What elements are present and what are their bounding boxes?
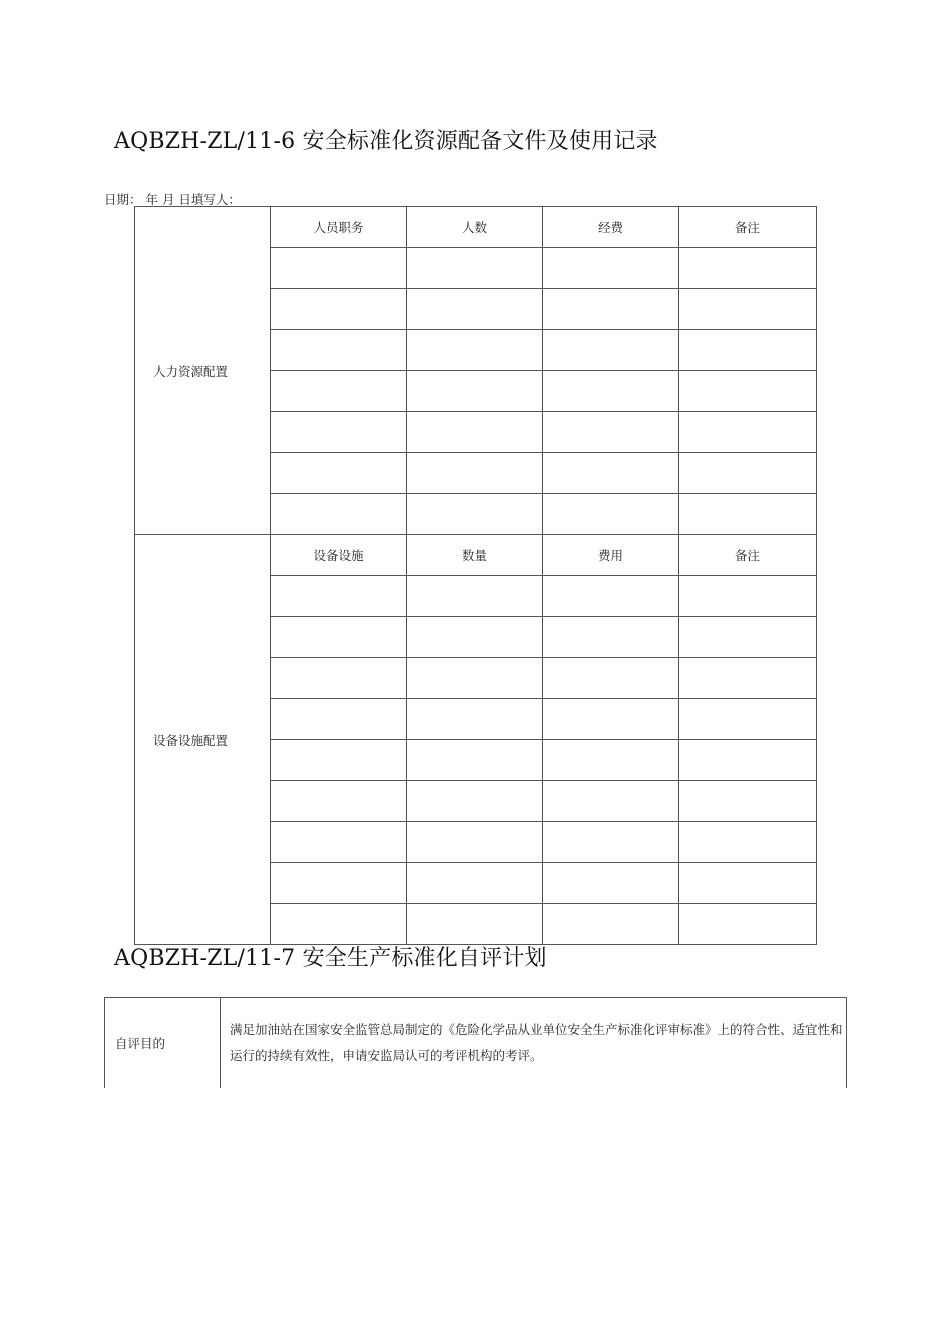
table-cell[interactable] — [271, 617, 407, 658]
table-cell[interactable] — [407, 248, 543, 289]
table-cell[interactable] — [543, 863, 679, 904]
table-cell[interactable] — [271, 576, 407, 617]
hr-header-count: 人数 — [407, 207, 543, 248]
eq-header-quantity: 数量 — [407, 535, 543, 576]
table-cell[interactable] — [543, 494, 679, 535]
table-cell[interactable] — [543, 904, 679, 945]
eq-header-remarks: 备注 — [679, 535, 817, 576]
table-cell[interactable] — [679, 617, 817, 658]
table-cell[interactable] — [271, 248, 407, 289]
eq-section-label: 设备设施配置 — [135, 535, 271, 945]
table-cell[interactable] — [271, 494, 407, 535]
table-cell[interactable] — [543, 576, 679, 617]
table-cell[interactable] — [679, 699, 817, 740]
table-cell[interactable] — [407, 740, 543, 781]
table-cell[interactable] — [543, 617, 679, 658]
table-cell[interactable] — [271, 330, 407, 371]
hr-header-row — [135, 207, 817, 248]
eq-header-row — [135, 535, 817, 576]
table-cell[interactable] — [407, 494, 543, 535]
table-cell[interactable] — [407, 453, 543, 494]
table-cell[interactable] — [271, 289, 407, 330]
table-cell[interactable] — [679, 658, 817, 699]
purpose-label: 自评目的 — [105, 998, 221, 1089]
table-cell[interactable] — [543, 248, 679, 289]
table-cell[interactable] — [543, 822, 679, 863]
table-cell[interactable] — [271, 781, 407, 822]
hr-section-label: 人力资源配置 — [135, 207, 271, 535]
table-cell[interactable] — [407, 576, 543, 617]
table-cell[interactable] — [679, 494, 817, 535]
table-cell[interactable] — [407, 289, 543, 330]
table-cell[interactable] — [543, 699, 679, 740]
table-cell[interactable] — [407, 781, 543, 822]
table-cell[interactable] — [543, 371, 679, 412]
purpose-row — [105, 998, 847, 1089]
table-cell[interactable] — [543, 658, 679, 699]
table-cell[interactable] — [271, 904, 407, 945]
table-cell[interactable] — [271, 822, 407, 863]
table-cell[interactable] — [407, 371, 543, 412]
table-cell[interactable] — [271, 412, 407, 453]
resource-allocation-table — [134, 206, 817, 945]
eq-header-cost: 费用 — [543, 535, 679, 576]
purpose-text: 满足加油站在国家安全监管总局制定的《危险化学品从业单位安全生产标准化评审标准》上的符合性、适宜性和运行的持续有效性，申请安监局认可的考评机构的考评。 — [221, 998, 847, 1089]
table-cell[interactable] — [679, 453, 817, 494]
table-cell[interactable] — [407, 699, 543, 740]
hr-header-remarks: 备注 — [679, 207, 817, 248]
table-cell[interactable] — [679, 863, 817, 904]
table-cell[interactable] — [543, 781, 679, 822]
table-cell[interactable] — [679, 740, 817, 781]
hr-header-position: 人员职务 — [271, 207, 407, 248]
table-cell[interactable] — [543, 740, 679, 781]
table-cell[interactable] — [543, 289, 679, 330]
table-cell[interactable] — [407, 412, 543, 453]
table-cell[interactable] — [543, 453, 679, 494]
table-cell[interactable] — [679, 330, 817, 371]
plan-title: AQBZH-ZL/11-7 安全生产标准化自评计划 — [114, 946, 547, 971]
table-cell[interactable] — [271, 658, 407, 699]
table-cell[interactable] — [271, 699, 407, 740]
table-cell[interactable] — [407, 822, 543, 863]
date-filler-line: 日期： 年 月 日填写人： — [104, 192, 241, 207]
table-cell[interactable] — [679, 822, 817, 863]
table-cell[interactable] — [407, 904, 543, 945]
table-cell[interactable] — [271, 371, 407, 412]
table-cell[interactable] — [543, 330, 679, 371]
table-cell[interactable] — [271, 863, 407, 904]
table-cell[interactable] — [271, 740, 407, 781]
table-cell[interactable] — [407, 658, 543, 699]
table-cell[interactable] — [407, 330, 543, 371]
table-cell[interactable] — [679, 412, 817, 453]
self-evaluation-plan-table — [104, 997, 847, 1088]
table-cell[interactable] — [679, 904, 817, 945]
table-cell[interactable] — [407, 617, 543, 658]
hr-header-funds: 经费 — [543, 207, 679, 248]
record-title: AQBZH-ZL/11-6 安全标准化资源配备文件及使用记录 — [114, 129, 658, 154]
table-cell[interactable] — [679, 576, 817, 617]
table-cell[interactable] — [679, 781, 817, 822]
eq-header-facility: 设备设施 — [271, 535, 407, 576]
table-cell[interactable] — [543, 412, 679, 453]
table-cell[interactable] — [679, 289, 817, 330]
table-cell[interactable] — [679, 248, 817, 289]
table-cell[interactable] — [679, 371, 817, 412]
table-cell[interactable] — [407, 863, 543, 904]
table-cell[interactable] — [271, 453, 407, 494]
